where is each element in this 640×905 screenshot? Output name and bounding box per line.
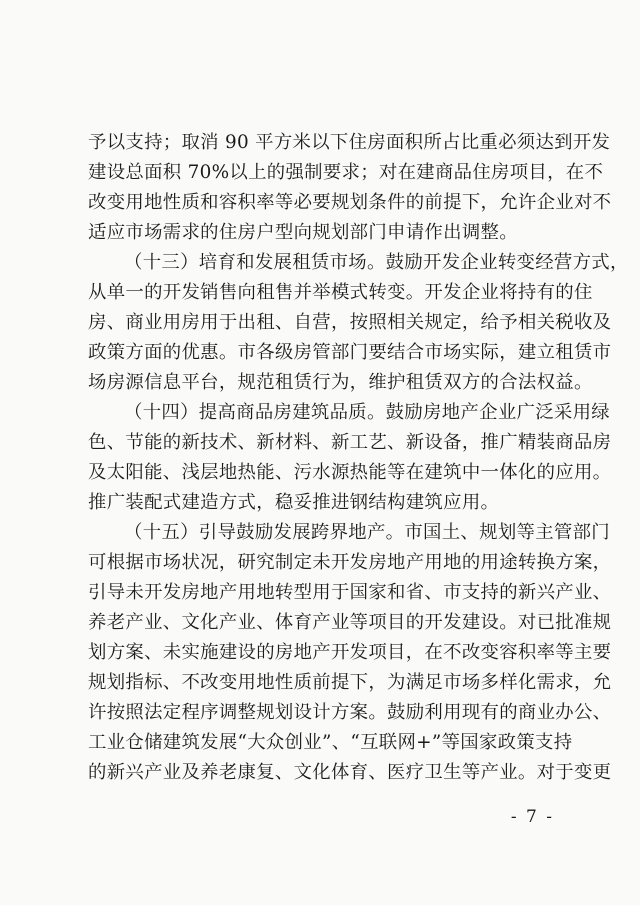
paragraph-15-heading-line: （十五）引导鼓励发展跨界地产。市国土、规划等主管部门 <box>124 522 610 543</box>
page-number: - 7 - <box>510 807 554 827</box>
text-line: 从单一的开发销售向租售并举模式转变。开发企业将持有的住 <box>88 282 593 303</box>
text-line: 适应市场需求的住房户型向规划部门申请作出调整。 <box>88 222 518 243</box>
text-line: 可根据市场状况，研究制定未开发房地产用地的用途转换方案， <box>88 552 612 573</box>
text-line: 规划指标、不改变用地性质前提下，为满足市场多样化需求，允 <box>88 672 612 693</box>
paragraph-13-heading-line: （十三）培育和发展租赁市场。鼓励开发企业转变经营方式， <box>124 252 629 273</box>
text-line: 划方案、未实施建设的房地产开发项目，在不改变容积率等主要 <box>88 642 612 663</box>
text-line: 政策方面的优惠。市各级房管部门要结合市场实际，建立租赁市 <box>88 342 612 363</box>
text-line: 场房源信息平台，规范租赁行为，维护租赁双方的合法权益。 <box>88 372 593 393</box>
text-line: 改变用地性质和容积率等必要规划条件的前提下，允许企业对不 <box>88 192 612 213</box>
text-line: 引导未开发房地产用地转型用于国家和省、市支持的新兴产业、 <box>88 582 612 603</box>
paragraph-14-heading-line: （十四）提高商品房建筑品质。鼓励房地产企业广泛采用绿 <box>124 402 610 423</box>
text-line: 养老产业、文化产业、体育产业等项目的开发建设。对已批准规 <box>88 612 612 633</box>
text-line: 予以支持；取消 90 平方米以下住房面积所占比重必须达到开发 <box>88 132 611 153</box>
text-line: 及太阳能、浅层地热能、污水源热能等在建筑中一体化的应用。 <box>88 462 612 483</box>
text-line: 工业仓储建筑发展“大众创业”、“互联网+”等国家政策支持 <box>88 732 573 753</box>
text-line: 许按照法定程序调整规划设计方案。鼓励利用现有的商业办公、 <box>88 702 612 723</box>
text-line: 色、节能的新技术、新材料、新工艺、新设备，推广精装商品房 <box>88 432 612 453</box>
text-line: 房、商业用房用于出租、自营，按照相关规定，给予相关税收及 <box>88 312 612 333</box>
text-line: 推广装配式建造方式，稳妥推进钢结构建筑应用。 <box>88 492 500 513</box>
text-line: 建设总面积 70%以上的强制要求；对在建商品住房项目，在不 <box>88 162 604 183</box>
text-line: 的新兴产业及养老康复、文化体育、医疗卫生等产业。对于变更 <box>88 762 612 783</box>
